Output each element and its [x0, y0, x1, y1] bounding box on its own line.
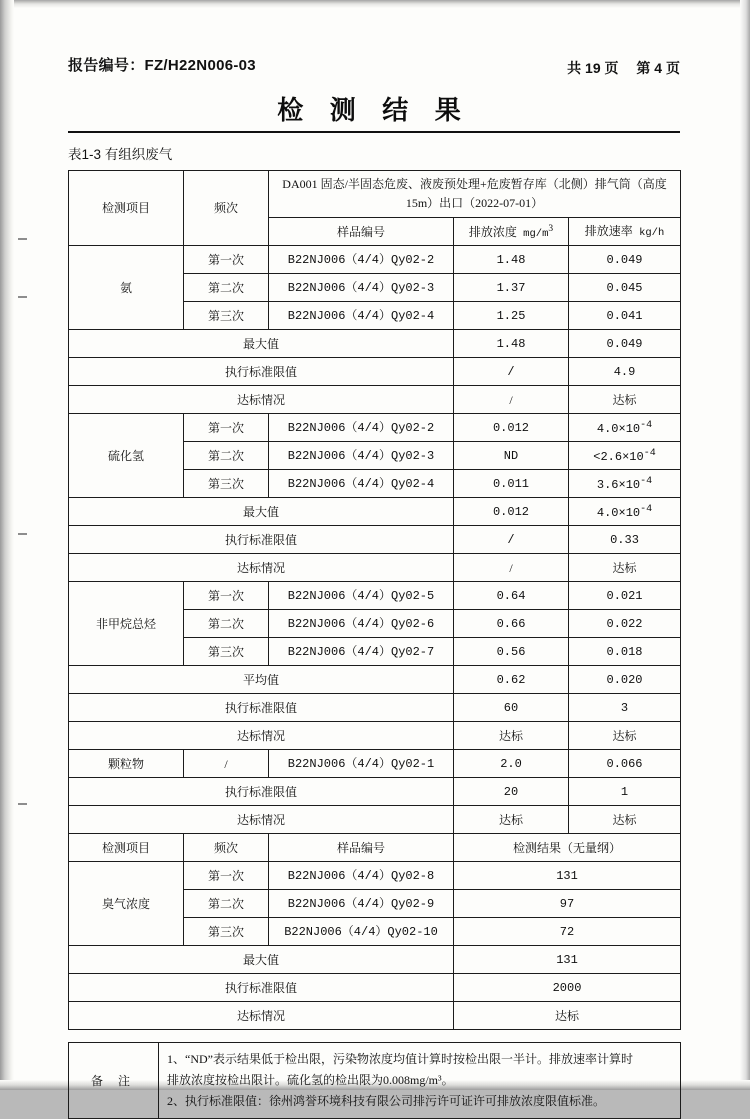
th-concentration-unit-sup: 3 [548, 223, 554, 234]
cell-limit-label: 执行标准限值 [69, 526, 454, 554]
cell-summary-label: 最大值 [69, 330, 454, 358]
table-row-limit [69, 358, 681, 386]
table-row [69, 246, 681, 274]
table-row-limit [69, 694, 681, 722]
cell-status-label: 达标情况 [69, 722, 454, 750]
table-row-summary [69, 498, 681, 526]
table-row [69, 862, 681, 890]
cell-sample-no: B22NJ006（4/4）Qy02-3 [269, 442, 454, 470]
cell-rate: 0.018 [569, 638, 681, 666]
cell-concentration: 0.64 [454, 582, 569, 610]
cell-sample-no: B22NJ006（4/4）Qy02-2 [269, 246, 454, 274]
notes-line-3: 2、执行标准限值：徐州鸿誉环境科技有限公司排污许可证许可排放浓度限值标准。 [167, 1094, 606, 1109]
cell-status-concentration: / [454, 386, 569, 414]
cell-sample-no: B22NJ006（4/4）Qy02-7 [269, 638, 454, 666]
table-row-status [69, 1002, 681, 1030]
cell-limit-rate: 3 [569, 694, 681, 722]
cell-sample-no: B22NJ006（4/4）Qy02-2 [269, 414, 454, 442]
cell-status-label: 达标情况 [69, 386, 454, 414]
table-caption: 表1-3 有组织废气 [68, 147, 173, 162]
th-item-odor: 检测项目 [69, 834, 184, 862]
paper-edge-top [0, 0, 750, 8]
row-group-name: 颗粒物 [69, 750, 184, 778]
th-sample-no-odor: 样品编号 [269, 834, 454, 862]
table-row-status [69, 386, 681, 414]
th-concentration [454, 218, 569, 246]
table-row-limit [69, 974, 681, 1002]
cell-frequency: 第二次 [184, 890, 269, 918]
cell-sample-no: B22NJ006（4/4）Qy02-3 [269, 274, 454, 302]
current-page: 第 4 页 [636, 60, 680, 76]
page-title: 检 测 结 果 [277, 96, 471, 125]
th-rate [569, 218, 681, 246]
odor-header-row [69, 834, 681, 862]
cell-frequency: 第三次 [184, 302, 269, 330]
cell-frequency: 第三次 [184, 638, 269, 666]
cell-status-concentration: 达标 [454, 722, 569, 750]
th-item: 检测项目 [69, 171, 184, 246]
notes-table [68, 1042, 681, 1119]
table-row-limit [69, 526, 681, 554]
notes-line-2: 排放浓度按检出限计。硫化氢的检出限为0.008mg/m³。 [167, 1073, 454, 1088]
cell-summary-label: 最大值 [69, 498, 454, 526]
page-number [553, 58, 680, 78]
cell-concentration: ND [454, 442, 569, 470]
table-row-limit [69, 778, 681, 806]
notes-body [159, 1043, 681, 1119]
cell-concentration: 2.0 [454, 750, 569, 778]
cell-frequency: 第二次 [184, 274, 269, 302]
page-content [68, 54, 680, 1119]
cell-concentration: 1.25 [454, 302, 569, 330]
cell-limit-rate: 0.33 [569, 526, 681, 554]
cell-limit-label: 执行标准限值 [69, 694, 454, 722]
cell-summary-concentration: 0.012 [454, 498, 569, 526]
cell-summary-rate: 0.049 [569, 330, 681, 358]
table-row-summary [69, 666, 681, 694]
cell-concentration: 0.011 [454, 470, 569, 498]
th-concentration-label: 排放浓度 [468, 224, 517, 239]
cell-status-rate: 达标 [569, 386, 681, 414]
cell-status-label: 达标情况 [69, 1002, 454, 1030]
cell-summary-label: 最大值 [69, 946, 454, 974]
cell-rate: $3.6\times 10^{-4}$ [569, 470, 681, 498]
cell-limit-rate: 4.9 [569, 358, 681, 386]
cell-frequency: 第三次 [184, 470, 269, 498]
cell-limit-rate: 1 [569, 778, 681, 806]
table-row-status [69, 554, 681, 582]
cell-rate: 0.041 [569, 302, 681, 330]
cell-rate: $4.0\times 10^{-4}$ [569, 414, 681, 442]
cell-summary-label: 平均值 [69, 666, 454, 694]
margin-tick [18, 533, 27, 535]
th-frequency: 频次 [184, 171, 269, 246]
cell-frequency: 第一次 [184, 862, 269, 890]
cell-frequency: 第一次 [184, 582, 269, 610]
th-sample-no: 样品编号 [269, 218, 454, 246]
table-header-row [69, 171, 681, 218]
cell-summary-rate: $4.0\times 10^{-4}$ [569, 498, 681, 526]
cell-status-concentration: 达标 [454, 806, 569, 834]
margin-tick [18, 296, 27, 298]
title-rule [68, 131, 680, 133]
row-group-name: 臭气浓度 [69, 862, 184, 946]
cell-limit-concentration: 60 [454, 694, 569, 722]
notes-label: 备 注 [69, 1043, 159, 1119]
cell-status-rate: 达标 [569, 722, 681, 750]
th-source-title: DA001 固态/半固态危废、液废预处理+危废暂存库（北侧）排气筒（高度15m）出口（2022-07-01） [269, 171, 681, 218]
cell-limit-result: 2000 [454, 974, 681, 1002]
cell-concentration: 0.012 [454, 414, 569, 442]
cell-status-label: 达标情况 [69, 554, 454, 582]
cell-status-concentration: / [454, 554, 569, 582]
cell-frequency: 第三次 [184, 918, 269, 946]
cell-concentration: 1.37 [454, 274, 569, 302]
cell-summary-rate: 0.020 [569, 666, 681, 694]
cell-summary-concentration: 1.48 [454, 330, 569, 358]
margin-tick [18, 238, 27, 240]
margin-tick [18, 803, 27, 805]
cell-rate: 0.066 [569, 750, 681, 778]
cell-status-rate: 达标 [569, 554, 681, 582]
table-row-summary [69, 946, 681, 974]
row-group-name: 氨 [69, 246, 184, 330]
cell-result: 97 [454, 890, 681, 918]
cell-status-label: 达标情况 [69, 806, 454, 834]
cell-rate: 0.045 [569, 274, 681, 302]
cell-sample-no: B22NJ006（4/4）Qy02-4 [269, 302, 454, 330]
cell-frequency: / [184, 750, 269, 778]
cell-summary-result: 131 [454, 946, 681, 974]
table-row-status [69, 806, 681, 834]
th-rate-label: 排放速率 [584, 224, 633, 239]
cell-sample-no: B22NJ006（4/4）Qy02-1 [269, 750, 454, 778]
row-group-name: 硫化氢 [69, 414, 184, 498]
th-result-odor: 检测结果（无量纲） [454, 834, 681, 862]
cell-sample-no: B22NJ006（4/4）Qy02-4 [269, 470, 454, 498]
cell-concentration: 0.66 [454, 610, 569, 638]
cell-frequency: 第二次 [184, 610, 269, 638]
cell-concentration: 1.48 [454, 246, 569, 274]
cell-status-rate: 达标 [569, 806, 681, 834]
table-row [69, 582, 681, 610]
table-row-summary [69, 330, 681, 358]
cell-sample-no: B22NJ006（4/4）Qy02-5 [269, 582, 454, 610]
cell-concentration: 0.56 [454, 638, 569, 666]
cell-frequency: 第二次 [184, 442, 269, 470]
cell-sample-no: B22NJ006（4/4）Qy02-10 [269, 918, 454, 946]
th-rate-unit: kg/h [639, 227, 665, 240]
cell-rate: 0.049 [569, 246, 681, 274]
cell-result: 72 [454, 918, 681, 946]
cell-rate: 0.021 [569, 582, 681, 610]
cell-limit-concentration: / [454, 526, 569, 554]
report-number: 报告编号：FZ/H22N006-03 [68, 57, 256, 74]
table-row [69, 414, 681, 442]
cell-sample-no: B22NJ006（4/4）Qy02-6 [269, 610, 454, 638]
cell-sample-no: B22NJ006（4/4）Qy02-8 [269, 862, 454, 890]
cell-limit-concentration: / [454, 358, 569, 386]
cell-rate: 0.022 [569, 610, 681, 638]
total-pages: 共 19 页 [567, 60, 619, 76]
cell-limit-label: 执行标准限值 [69, 778, 454, 806]
document-header [68, 54, 680, 80]
row-group-name: 非甲烷总烃 [69, 582, 184, 666]
cell-sample-no: B22NJ006（4/4）Qy02-9 [269, 890, 454, 918]
th-frequency-odor: 频次 [184, 834, 269, 862]
table-row-status [69, 722, 681, 750]
cell-limit-concentration: 20 [454, 778, 569, 806]
notes-line-1: 1、“ND”表示结果低于检出限，污染物浓度均值计算时按检出限一半计。排放速率计算时 [167, 1052, 633, 1067]
cell-result: 131 [454, 862, 681, 890]
notes-row [69, 1043, 681, 1119]
cell-frequency: 第一次 [184, 414, 269, 442]
table-row [69, 750, 681, 778]
results-table [68, 170, 681, 1030]
cell-limit-label: 执行标准限值 [69, 974, 454, 1002]
cell-limit-label: 执行标准限值 [69, 358, 454, 386]
cell-summary-concentration: 0.62 [454, 666, 569, 694]
cell-rate: $<2.6\times 10^{-4}$ [569, 442, 681, 470]
paper-edge-right [740, 0, 750, 1090]
cell-frequency: 第一次 [184, 246, 269, 274]
paper-edge-left [0, 0, 14, 1090]
th-concentration-unit: mg/m [523, 227, 549, 240]
cell-status-result: 达标 [454, 1002, 681, 1030]
